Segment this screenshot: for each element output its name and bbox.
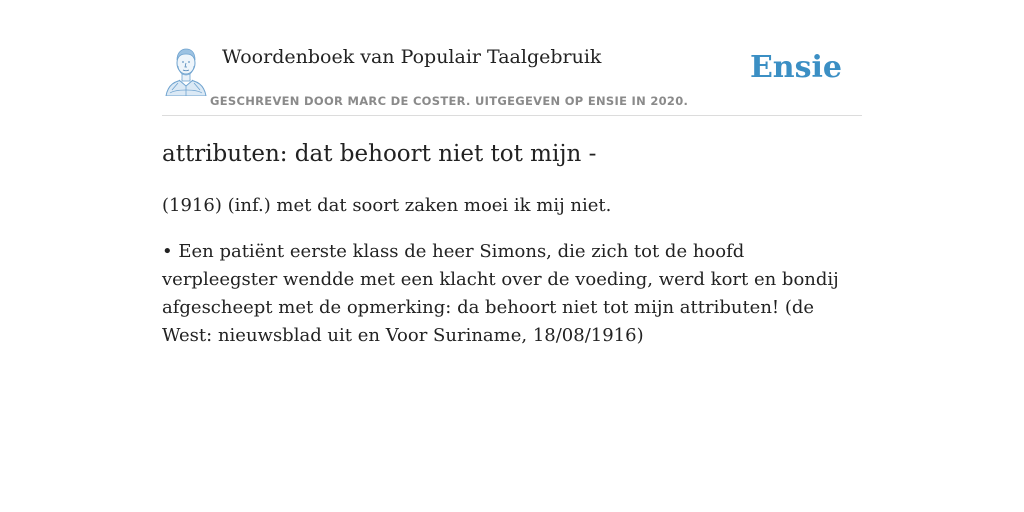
ensie-logo-link[interactable]: Ensie bbox=[749, 50, 842, 85]
dictionary-title[interactable]: Woordenboek van Populair Taalgebruik bbox=[222, 46, 602, 68]
dictionary-header bbox=[162, 40, 862, 116]
author-portrait-icon bbox=[164, 46, 208, 96]
entry-example: • Een patiënt eerste klass de heer Simons, die zich tot de hoofd verpleegster wendde met een klacht over de voeding, werd kort en bondij afgescheept met de opmerking: da behoort niet tot mijn attributen! (de West: nieuwsblad uit en Voor Suriname, 18/08/1916) bbox=[162, 241, 839, 346]
byline: GESCHREVEN DOOR MARC DE COSTER. UITGEGEVEN OP ENSIE IN 2020. bbox=[210, 94, 689, 108]
entry-definition: (1916) (inf.) met dat soort zaken moei ik mij niet. bbox=[162, 195, 612, 216]
entry-title: attributen: dat behoort niet tot mijn - bbox=[162, 141, 597, 167]
entry bbox=[162, 138, 862, 350]
